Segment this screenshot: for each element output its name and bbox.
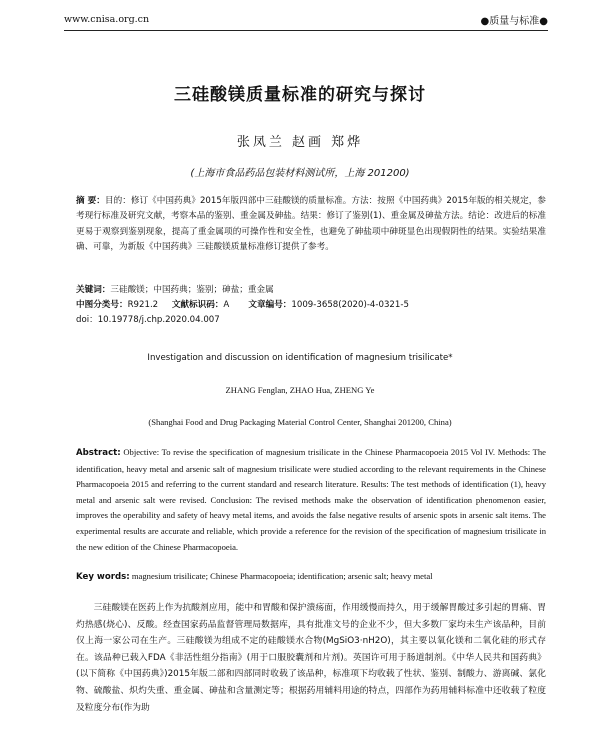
body-text xyxy=(76,600,546,716)
doc-code-value: A xyxy=(223,300,230,311)
keywords-zh-label: 关键词： xyxy=(76,285,111,295)
english-affiliation: (Shanghai Food and Drug Packaging Material Control Center, Shanghai 201200, China) xyxy=(148,417,452,427)
body-paragraph: 三硅酸镁在医药上作为抗酸剂应用，能中和胃酸和保护溃疡面，作用缓慢而持久，用于缓解胃酸过多引起的胃痛、胃灼热感(烧心)、反酸。经查国家药品监督管理局数据库，具有批准文号的企业不少，但大多数厂家均未生产该品种，目前仅上海一家公司在生产。三硅酸镁为组成不定的硅酸镁水合物(MgSiO3·nH2O)，其主要以氧化镁和二氧化硅的形式存在。该品种已载入FDA《非活性组分指南》(用于口服胶囊剂和片剂)。英国许可用于肠道制剂。《中华人民共和国药典》(以下简称《中国药典》)2015年版二部和四部同时收载了该品种，标准项下均收载了性状、鉴别、制酸力、游离碱、氯化物、硫酸盐、炽灼失重、重金属、砷盐和含量测定等；根据药用辅料用途的特点，四部作为药用辅料标准中还收载了粒度及粒度分布(作为助 xyxy=(76,603,546,713)
keywords-zh-text: 三硅酸镁；中国药典；鉴别；砷盐；重金属 xyxy=(110,285,274,295)
abstract-zh xyxy=(76,194,546,256)
article-title: 三硅酸镁质量标准的研究与探讨 xyxy=(174,85,426,105)
article-number-label: 文章编号： xyxy=(248,300,292,311)
abstract-en xyxy=(76,445,546,555)
authors: 张凤兰 赵画 郑烨 xyxy=(236,135,364,150)
abstract-en-text: Objective: To revise the specification of magnesium trisilicate in the Chinese Pharmacopoeia 2015 Vol IV. Methods: The identification, heavy metal and arsenic salt of magnesium trisilicate were studied according to the relevant requirements in the Chinese Pharmacopoeia 2015 and referring to the current standard and research literature. Results: The test methods of identification (1), heavy metal and arsenic salt were revised. Conclusion: The revised methods make the observation of identification phenomenon easier, improves the operability and safety of heavy metal items, and avoids the false negative results of arsenic spots in arsenic salt items. The experimental results are accurate and reliable, which provide a reference for the revision of the specification of magnesium trisilicate in the new edition of the Chinese Pharmacopoeia. xyxy=(76,447,546,552)
affiliation: (上海市食品药品包装材料测试所，上海 201200) xyxy=(190,168,410,179)
doc-code-label: 文献标识码： xyxy=(171,300,224,311)
article-number-value: 1009-3658(2020)-4-0321-5 xyxy=(291,300,409,311)
abstract-zh-label: 摘 要： xyxy=(76,196,105,206)
english-title: Investigation and discussion on identification of magnesium trisilicate* xyxy=(147,353,453,363)
classification-row xyxy=(76,298,546,313)
doi-row xyxy=(76,313,546,328)
keywords-and-classification xyxy=(76,283,546,329)
keywords-en xyxy=(76,571,546,582)
clc-label: 中图分类号： xyxy=(76,300,128,311)
abstract-zh-text: 目的：修订《中国药典》2015年版四部中三硅酸镁的质量标准。方法：按照《中国药典》2015年版的相关规定，参考现行标准及研究文献，考察本品的鉴别、重金属及砷盐。结果：修订了鉴别(1)、重金属及砷盐方法。结论：改进后的标准更易于观察到鉴别现象，提高了重金属项的可操作性和安全性，也避免了砷盐项中砷斑显色出现假阴性的结果。实验结果准确、可靠，为新版《中国药典》三硅酸镁质量标准修订提供了参考。 xyxy=(76,196,546,253)
english-authors: ZHANG Fenglan, ZHAO Hua, ZHENG Ye xyxy=(225,385,375,395)
running-header xyxy=(64,12,548,31)
abstract-en-label: Abstract: xyxy=(76,448,121,458)
journal-url[interactable]: www.cnisa.org.cn xyxy=(64,14,150,25)
section-label: ●质量与标准● xyxy=(480,16,548,27)
keywords-zh-row xyxy=(76,283,546,298)
doi[interactable]: doi：10.19778/j.chp.2020.04.007 xyxy=(76,315,220,326)
clc-value: R921.2 xyxy=(127,300,159,311)
keywords-en-text: magnesium trisilicate; Chinese Pharmacopoeia; identification; arsenic salt; heavy metal xyxy=(131,571,433,581)
keywords-en-label: Key words: xyxy=(76,572,130,582)
